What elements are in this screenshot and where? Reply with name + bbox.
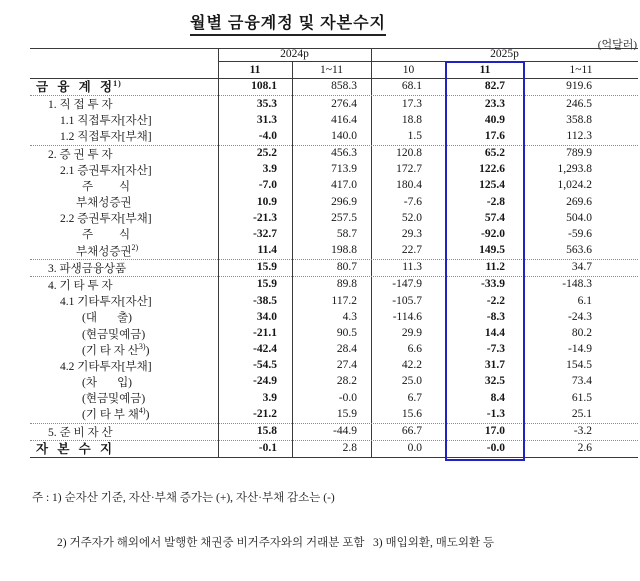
table-row [30,326,638,342]
cell-2025-11: -0.0 [486,442,505,455]
table-row [30,129,638,145]
row-label [30,343,218,357]
footnote-2: 2) 거주자가 해외에서 발행한 채권중 비거주자와의 거래분 포함 3) 매입외환, 매도외환 등 [57,537,495,549]
footnotes [32,461,632,581]
cell-2024-1-11: 257.5 [331,211,357,224]
row-label [30,129,218,143]
table-row [30,358,638,374]
cell-2025-11: 14.4 [484,326,505,339]
cell-2024-11: 15.8 [256,424,277,437]
cell-2025-1-11: 358.8 [566,113,592,126]
cell-2025-10: 29.3 [401,227,422,240]
cell-2025-10: -105.7 [392,294,422,307]
cell-2025-10: 66.7 [401,424,422,437]
row-label-footnote-ref: 4) [138,406,146,416]
cell-2024-11: 3.9 [262,163,277,176]
cell-2024-1-11: 4.3 [342,310,357,323]
table-bottom-rule [30,457,638,458]
col-header-2024-11: 11 [249,64,261,76]
cell-2024-1-11: 416.4 [331,113,357,126]
cell-2025-1-11: 919.6 [566,80,592,93]
row-label-footnote-ref: 1) [113,79,122,89]
cell-2024-1-11: 296.9 [331,195,357,208]
cell-2025-1-11: 563.6 [566,244,592,257]
cell-2024-11: 108.1 [251,80,277,93]
unit-label: (억달러) [597,39,637,51]
table-row [30,227,638,243]
cell-2025-10: 42.2 [401,359,422,372]
cell-2024-1-11: 2.8 [342,442,357,455]
row-label [30,244,218,258]
cell-2025-10: -114.6 [392,310,422,323]
cell-2025-11: 11.2 [485,261,505,274]
cell-2025-10: 15.6 [401,407,422,420]
row-label-text: 금 융 계 정 [36,80,114,95]
cell-2024-11: -24.9 [253,375,277,388]
row-label [30,294,218,308]
cell-2025-10: -147.9 [392,278,422,291]
cell-2024-11: 34.0 [256,310,277,323]
table-row [30,95,638,112]
table-row [30,406,638,422]
row-label-text: (기 타 자 산 [82,344,139,357]
cell-2025-11: -2.8 [486,195,505,208]
cell-2024-1-11: 58.7 [336,227,357,240]
cell-2025-1-11: 73.4 [571,375,592,388]
cell-2024-1-11: 28.2 [336,375,357,388]
row-label [30,327,218,341]
table-row [30,243,638,259]
cell-2025-10: 120.8 [396,147,422,160]
cell-2024-1-11: 28.4 [336,343,357,356]
cell-2024-11: -7.0 [258,179,277,192]
cell-2025-11: -2.2 [486,294,505,307]
cell-2024-1-11: 140.0 [331,129,357,142]
cell-2025-1-11: -148.3 [562,278,592,291]
cell-2025-11: -7.3 [486,343,505,356]
cell-2024-11: -4.0 [258,129,277,142]
cell-2025-11: 8.4 [490,391,505,404]
cell-2024-11: -32.7 [253,227,277,240]
cell-2024-11: -42.4 [253,343,277,356]
table-row [30,423,638,440]
row-label-text: 주 식 [82,229,131,242]
row-label-text: 1.2 직접투자[부채] [60,131,152,144]
cell-2024-11: 15.9 [256,278,277,291]
col-header-2025-1-11: 1~11 [569,64,593,76]
cell-2024-11: -54.5 [253,359,277,372]
cell-2025-11: 32.5 [484,375,505,388]
cell-2024-11: -21.1 [253,326,277,339]
col-header-2025-10: 10 [402,64,415,76]
cell-2025-11: 17.0 [484,424,505,437]
cell-2025-11: 23.3 [484,97,505,110]
row-label-text: 부채성증권 [76,196,132,209]
cell-2025-11: 122.6 [479,163,505,176]
row-label-text: 2.2 증권투자[부채] [60,213,152,226]
row-label-text: (기 타 부 채 [82,409,139,422]
row-label-text: 부채성증권 [76,245,132,258]
cell-2025-1-11: -24.3 [568,310,592,323]
cell-2025-11: -33.9 [481,278,505,291]
table-row [30,276,638,293]
table-row [30,79,638,95]
cell-2024-11: -38.5 [253,294,277,307]
row-label [30,179,218,193]
table-row [30,309,638,325]
cell-2025-10: 6.6 [407,343,422,356]
table-row [30,145,638,162]
row-label [30,80,218,94]
row-label-text: (현금및예금) [82,328,146,341]
cell-2025-10: 172.7 [396,163,422,176]
table-row [30,342,638,358]
cell-2025-11: -8.3 [486,310,505,323]
cell-2025-1-11: 61.5 [571,391,592,404]
cell-2025-10: 52.0 [401,211,422,224]
table-row [30,210,638,226]
table-row [30,390,638,406]
row-label-text: 1.1 직접투자[자산] [60,115,152,128]
group-header-rule [218,61,638,62]
cell-2024-1-11: 89.8 [336,278,357,291]
row-label [30,211,218,225]
row-label-footnote-ref: 3) [138,341,146,351]
cell-2025-10: 25.0 [401,375,422,388]
row-label-text: 4.1 기타투자[자산] [60,295,152,308]
row-label-text: (차 입) [82,376,133,389]
cell-2025-1-11: 246.5 [566,97,592,110]
cell-2025-1-11: 2.6 [577,442,592,455]
col-group-2024p: 2024p [280,48,309,60]
cell-2025-1-11: 80.2 [571,326,592,339]
row-label [30,278,218,292]
cell-2025-1-11: -59.6 [568,227,592,240]
row-label [30,310,218,324]
table-row [30,293,638,309]
row-label-text: 4. 기 타 투 자 [48,279,113,292]
cell-2024-11: -21.2 [253,407,277,420]
cell-2025-1-11: 6.1 [577,294,592,307]
cell-2025-10: 29.9 [401,326,422,339]
table-row [30,374,638,390]
cell-2025-1-11: 504.0 [566,211,592,224]
table-row [30,178,638,194]
row-label [30,113,218,127]
cell-2024-1-11: 417.0 [331,179,357,192]
row-label-text: (현금및예금) [82,393,146,406]
cell-2025-11: 65.2 [484,147,505,160]
cell-2025-1-11: 1,024.2 [557,179,592,192]
cell-2025-11: 149.5 [479,244,505,257]
cell-2024-11: 35.3 [256,97,277,110]
col-header-2025-11: 11 [479,64,491,76]
cell-2024-1-11: 90.5 [336,326,357,339]
cell-2025-1-11: 112.3 [566,129,592,142]
cell-2025-11: -92.0 [481,227,505,240]
cell-2024-1-11: 15.9 [336,407,357,420]
row-label [30,359,218,373]
row-label [30,261,218,275]
cell-2025-1-11: 789.9 [566,147,592,160]
cell-2025-10: 1.5 [407,129,422,142]
cell-2025-10: 0.0 [407,442,422,455]
finance-account-table [30,48,638,462]
row-label-footnote-ref: 2) [131,242,139,252]
cell-2025-10: 180.4 [396,179,422,192]
cell-2025-1-11: -14.9 [568,343,592,356]
row-label-text: 자 본 수 지 [36,442,114,457]
row-label [30,163,218,177]
row-label-text: 2. 증 권 투 자 [48,148,113,161]
row-label [30,391,218,405]
cell-2024-11: 15.9 [256,261,277,274]
cell-2025-11: 31.7 [484,359,505,372]
col-group-2025p: 2025p [490,48,519,60]
cell-2025-11: 40.9 [484,113,505,126]
cell-2024-1-11: 858.3 [331,80,357,93]
cell-2024-11: -21.3 [253,211,277,224]
cell-2024-1-11: 276.4 [331,97,357,110]
table-row [30,112,638,128]
row-label-suffix: ) [145,344,150,357]
cell-2025-10: 22.7 [401,244,422,257]
cell-2025-1-11: 25.1 [571,407,592,420]
row-label-text: 1. 직 접 투 자 [48,98,113,111]
row-label-text: 5. 준 비 자 산 [48,426,113,439]
row-label [30,425,218,439]
cell-2024-1-11: 456.3 [331,147,357,160]
table-row [30,440,638,457]
row-label [30,375,218,389]
cell-2025-10: 6.7 [407,391,422,404]
cell-2025-11: 57.4 [484,211,505,224]
cell-2024-1-11: 27.4 [336,359,357,372]
cell-2024-1-11: -44.9 [333,424,357,437]
cell-2024-1-11: 198.8 [331,244,357,257]
row-label-text: 2.1 증권투자[자산] [60,164,152,177]
row-label-text: (대 출) [82,312,133,325]
cell-2025-11: 17.6 [484,129,505,142]
cell-2025-10: 68.1 [401,80,422,93]
row-label-text: 주 식 [82,180,131,193]
cell-2025-11: -1.3 [486,407,505,420]
table-row [30,194,638,210]
row-label [30,442,218,456]
cell-2025-1-11: 269.6 [566,195,592,208]
cell-2025-1-11: 34.7 [571,261,592,274]
cell-2025-1-11: -3.2 [573,424,592,437]
row-label [30,97,218,111]
cell-2025-10: 18.8 [401,113,422,126]
row-label-text: 3. 파생금융상품 [48,262,127,275]
row-label [30,195,218,209]
cell-2025-11: 125.4 [479,179,505,192]
cell-2024-1-11: 117.2 [331,294,357,307]
cell-2024-1-11: 80.7 [336,261,357,274]
cell-2024-11: -0.1 [258,442,277,455]
row-label [30,407,218,421]
cell-2025-10: -7.6 [403,195,422,208]
row-label [30,227,218,241]
cell-2025-10: 17.3 [401,97,422,110]
cell-2025-10: 11.3 [402,261,422,274]
col-header-2024-1-11: 1~11 [319,64,344,76]
table-row [30,259,638,276]
row-label [30,147,218,161]
cell-2025-1-11: 154.5 [566,359,592,372]
footnote-1: 주 : 1) 순자산 기준, 자산·부채 증가는 (+), 자산·부채 감소는 (-) [32,492,335,504]
cell-2024-1-11: -0.0 [338,391,357,404]
cell-2024-1-11: 713.9 [331,163,357,176]
cell-2024-11: 11.4 [257,244,277,257]
table-row [30,162,638,178]
cell-2025-1-11: 1,293.8 [557,163,592,176]
cell-2024-11: 3.9 [262,391,277,404]
table-body [30,79,638,457]
row-label-text: 4.2 기타투자[부채] [60,360,152,373]
cell-2025-11: 82.7 [484,80,505,93]
page-title-text: 월별 금융계정 및 자본수지 [190,15,386,36]
cell-2024-11: 25.2 [256,147,277,160]
page-title [0,10,576,33]
row-label-suffix: ) [145,409,150,422]
cell-2024-11: 10.9 [256,195,277,208]
cell-2024-11: 31.3 [256,113,277,126]
